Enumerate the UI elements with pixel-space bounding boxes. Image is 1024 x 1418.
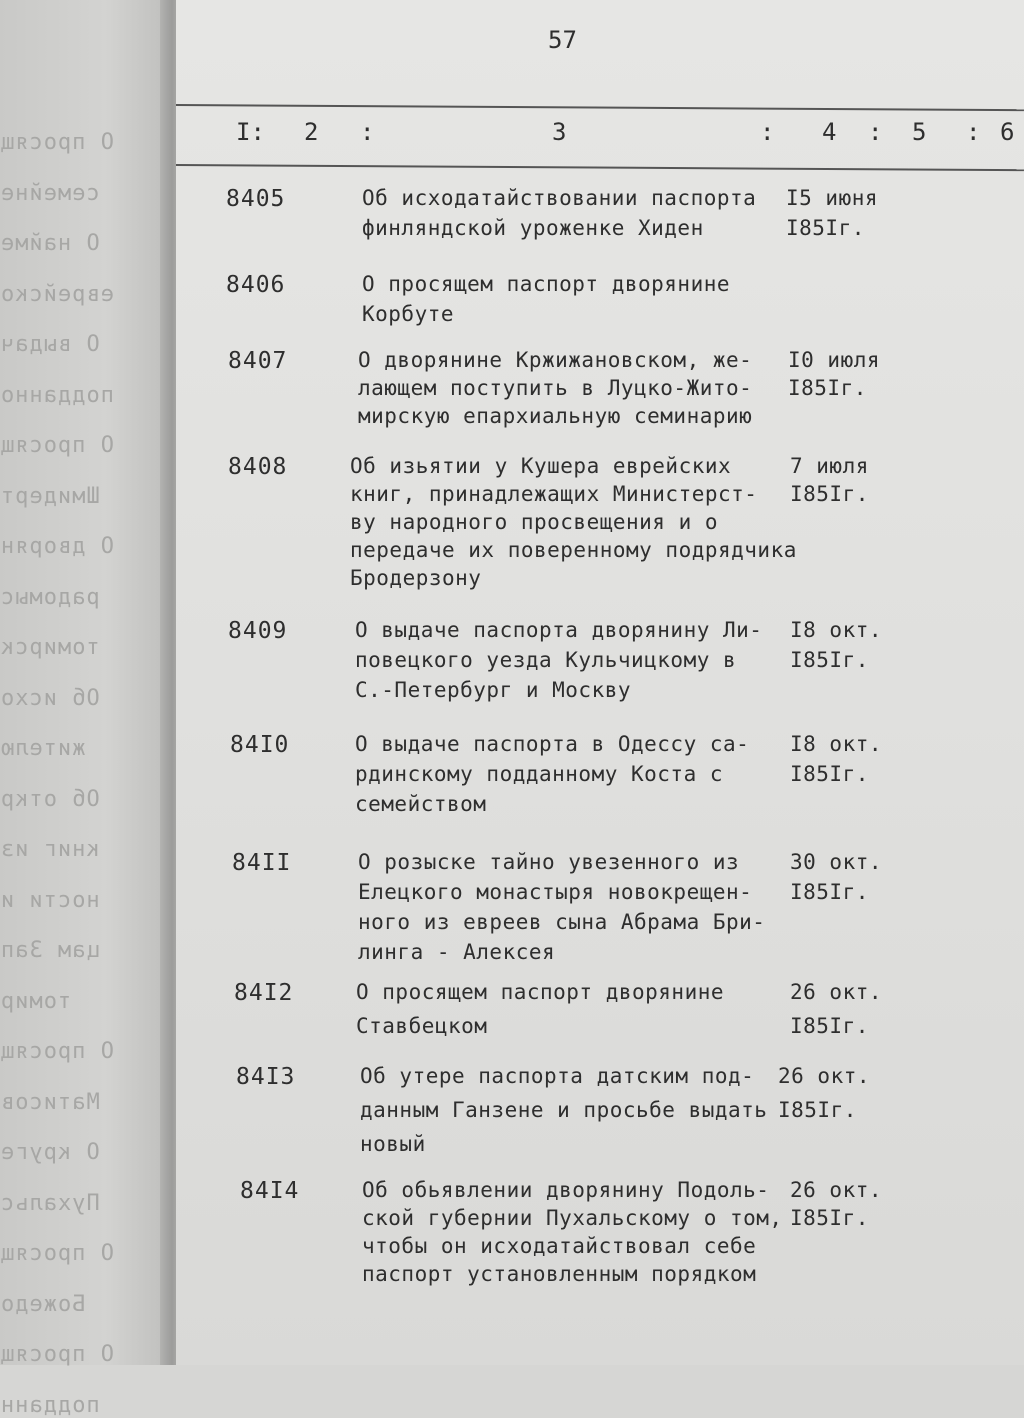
- entry-description-line: Корбуте: [362, 302, 455, 326]
- entry-number: 8407: [228, 348, 288, 374]
- left-page-text-line: ности и: [0, 887, 100, 913]
- left-page-text-line: Шмидерт: [0, 483, 100, 509]
- entry-description-line: О выдаче паспорта в Одессу са-: [355, 732, 750, 756]
- left-page: [0, 0, 176, 1418]
- left-page-text-line: семейне: [0, 180, 100, 206]
- entry-date-line: I85Iг.: [790, 762, 869, 786]
- entry-number: 84I3: [236, 1064, 296, 1090]
- left-page-text-line: О просящ: [0, 1241, 114, 1266]
- entry-date-line: I85Iг.: [790, 1014, 869, 1038]
- entry-number: 84I4: [240, 1178, 300, 1204]
- entry-date-line: 7 июля: [790, 454, 869, 478]
- entry-number: 84II: [232, 850, 292, 876]
- left-page-text-line: О просящ: [0, 1342, 114, 1367]
- left-page-text-line: томир: [0, 988, 72, 1014]
- entry-date-line: I85Iг.: [790, 648, 869, 672]
- entry-description-line: С.-Петербург и Москву: [355, 678, 632, 702]
- left-page-text-line: томирск: [0, 635, 100, 660]
- page-number: 57: [548, 26, 577, 54]
- entry-description-line: финляндской уроженке Хиден: [362, 216, 704, 240]
- entry-description-line: О просящем паспорт дворянине: [356, 980, 725, 1004]
- entry-date-line: 26 окт.: [790, 980, 883, 1004]
- entry-date-line: 26 окт.: [790, 1178, 883, 1202]
- entry-description-line: повецкого уезда Кульчицкому в: [355, 648, 737, 672]
- column-separator: :: [966, 118, 981, 146]
- entry-number: 8409: [228, 618, 288, 644]
- entry-description-line: Об утере паспорта датским под-: [360, 1064, 755, 1088]
- entry-description-line: Бродерзону: [350, 566, 482, 590]
- column-header-6: 6: [1000, 118, 1015, 146]
- left-page-text-line: Об исхо: [0, 685, 100, 711]
- column-header-3: 3: [552, 118, 567, 146]
- entry-description-line: рдинскому подданному Коста с: [355, 762, 724, 786]
- column-header-2: 2: [304, 118, 319, 146]
- left-page-text-line: жителю: [0, 736, 86, 761]
- entry-description-line: ской губернии Пухальскому о том,: [362, 1206, 783, 1230]
- entry-description-line: мирскую епархиальную семинарию: [358, 404, 753, 428]
- entry-description-line: лающем поступить в Луцко-Жито-: [358, 376, 753, 400]
- left-page-text-line: О просящ: [0, 433, 114, 458]
- entry-description-line: чтобы он исходатайствовал себе: [362, 1234, 757, 1258]
- entry-date-line: I85Iг.: [786, 216, 865, 240]
- entry-description-line: семейством: [355, 792, 487, 816]
- entry-description-line: О дворянине Кржижановском, же-: [358, 348, 753, 372]
- left-page-text-line: книг из: [0, 837, 100, 862]
- column-header-5: 5: [912, 118, 927, 146]
- entry-description-line: новый: [360, 1132, 426, 1156]
- left-page-text-line: еврейско: [0, 281, 114, 307]
- left-page-text-line: Пухальс: [0, 1190, 100, 1216]
- entry-description-line: линга - Алексея: [358, 940, 556, 964]
- left-page-text-line: Об откр: [0, 786, 100, 812]
- entry-date-line: I0 июля: [788, 348, 881, 372]
- column-header-4: 4: [822, 118, 837, 146]
- entry-description-line: передаче их поверенному подрядчика: [350, 538, 797, 562]
- entry-date-line: 30 окт.: [790, 850, 883, 874]
- left-page-text-line: Матисов: [0, 1089, 100, 1115]
- entry-description-line: книг, принадлежащих Министерст-: [350, 482, 758, 506]
- entry-date-line: I85Iг.: [790, 482, 869, 506]
- entry-description-line: О просящем паспорт дворянине: [362, 272, 731, 296]
- entry-number: 84I2: [234, 980, 294, 1006]
- entry-date-line: I85Iг.: [778, 1098, 857, 1122]
- entry-description-line: паспорт установленным порядком: [362, 1262, 757, 1286]
- column-header-1: I:: [236, 118, 265, 146]
- left-page-text-line: О круге: [0, 1140, 100, 1165]
- entry-number: 8406: [226, 272, 286, 298]
- entry-description-line: ного из евреев сына Абрама Бри-: [358, 910, 766, 934]
- left-page-text-line: О найме: [0, 231, 100, 256]
- entry-date-line: I5 июня: [786, 186, 879, 210]
- entry-description-line: Об исходатайствовании паспорта: [362, 186, 757, 210]
- left-page-text-line: О дворян: [0, 534, 114, 559]
- left-page-text-line: радомыс: [0, 584, 100, 610]
- entry-date-line: I85Iг.: [788, 376, 867, 400]
- entry-description-line: Елецкого монастыря новокрещен-: [358, 880, 753, 904]
- left-page-text-line: О выдач: [0, 332, 100, 357]
- left-page-text-line: О просящ: [0, 1039, 114, 1064]
- column-separator: :: [360, 118, 375, 146]
- entry-date-line: I85Iг.: [790, 1206, 869, 1230]
- entry-description-line: Об изьятии у Кушера еврейских: [350, 454, 732, 478]
- entry-description-line: О розыске тайно увезенного из: [358, 850, 740, 874]
- left-page-text-line: подданн: [0, 1392, 100, 1418]
- entry-date-line: I85Iг.: [790, 880, 869, 904]
- entry-date-line: I8 окт.: [790, 618, 883, 642]
- column-separator: :: [760, 118, 775, 146]
- entry-description-line: ву народного просвещения и о: [350, 510, 719, 534]
- entry-number: 8405: [226, 186, 286, 212]
- column-separator: :: [868, 118, 883, 146]
- entry-description-line: О выдаче паспорта дворянину Ли-: [355, 618, 763, 642]
- entry-number: 8408: [228, 454, 288, 480]
- entry-description-line: Ставбецком: [356, 1014, 488, 1038]
- entry-date-line: I8 окт.: [790, 732, 883, 756]
- entry-number: 84I0: [230, 732, 290, 758]
- left-page-text-line: цам Зап: [0, 938, 100, 963]
- left-page-text-line: Божедо: [0, 1291, 86, 1317]
- entry-description-line: Об обьявлении дворянину Подоль-: [362, 1178, 770, 1202]
- left-page-text-line: О просящ: [0, 130, 114, 155]
- entry-description-line: данным Ганзене и просьбе выдать: [360, 1098, 768, 1122]
- left-page-text-line: подданно: [0, 382, 114, 408]
- entry-date-line: 26 окт.: [778, 1064, 871, 1088]
